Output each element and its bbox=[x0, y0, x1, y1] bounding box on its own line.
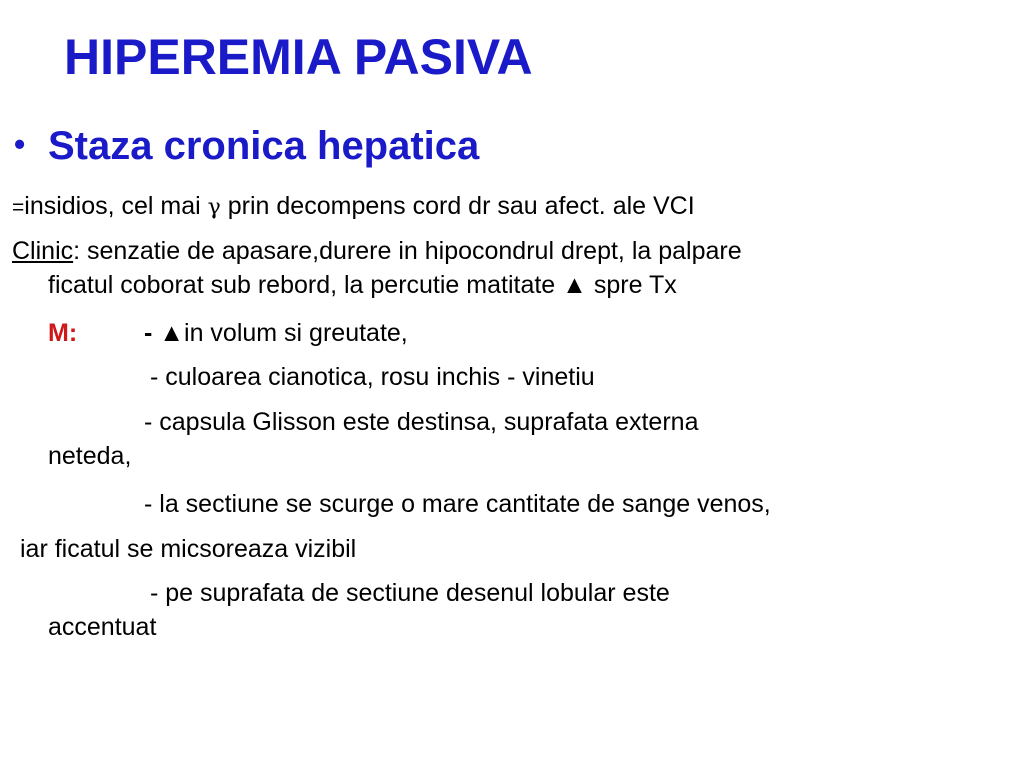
clinic-line-2: ficatul coborat sub rebord, la percutie matitate ▲ spre Tx bbox=[48, 271, 677, 299]
macro-item-3a: - capsula Glisson este destinsa, suprafata externa bbox=[144, 408, 699, 436]
definition-text-a: insidios, cel mai bbox=[24, 192, 208, 220]
gamma-symbol: γ bbox=[207, 195, 221, 220]
bullet-heading bbox=[14, 124, 479, 168]
macro-item-5a: - pe suprafata de sectiune desenul lobular este bbox=[150, 579, 670, 607]
clinic-text-1: : senzatie de apasare,durere in hipocondrul drept, la palpare bbox=[73, 237, 742, 265]
clinic-line-1 bbox=[12, 236, 742, 266]
slide-title: HIPEREMIA PASIVA bbox=[64, 29, 533, 85]
bullet-heading-text: Staza cronica hepatica bbox=[48, 124, 480, 168]
macro-item-4a: - la sectiune se scurge o mare cantitate de sange venos, bbox=[144, 490, 771, 518]
macro-label: M: bbox=[48, 319, 78, 347]
macro-item-3b: neteda, bbox=[48, 442, 132, 470]
macro-line-1 bbox=[48, 318, 408, 348]
definition-text-b: prin decompens cord dr sau afect. ale VCI bbox=[220, 192, 695, 220]
equals-sign: = bbox=[12, 196, 25, 219]
definition-line bbox=[12, 191, 695, 223]
macro-dash: - bbox=[144, 319, 160, 347]
clinic-label: Clinic bbox=[12, 237, 74, 265]
macro-item-2: - culoarea cianotica, rosu inchis - vinetiu bbox=[150, 363, 595, 391]
macro-item-1: ▲in volum si greutate, bbox=[159, 319, 408, 347]
macro-item-4b: iar ficatul se micsoreaza vizibil bbox=[20, 535, 357, 563]
macro-item-5b: accentuat bbox=[48, 613, 157, 641]
bullet-icon: • bbox=[14, 126, 26, 162]
